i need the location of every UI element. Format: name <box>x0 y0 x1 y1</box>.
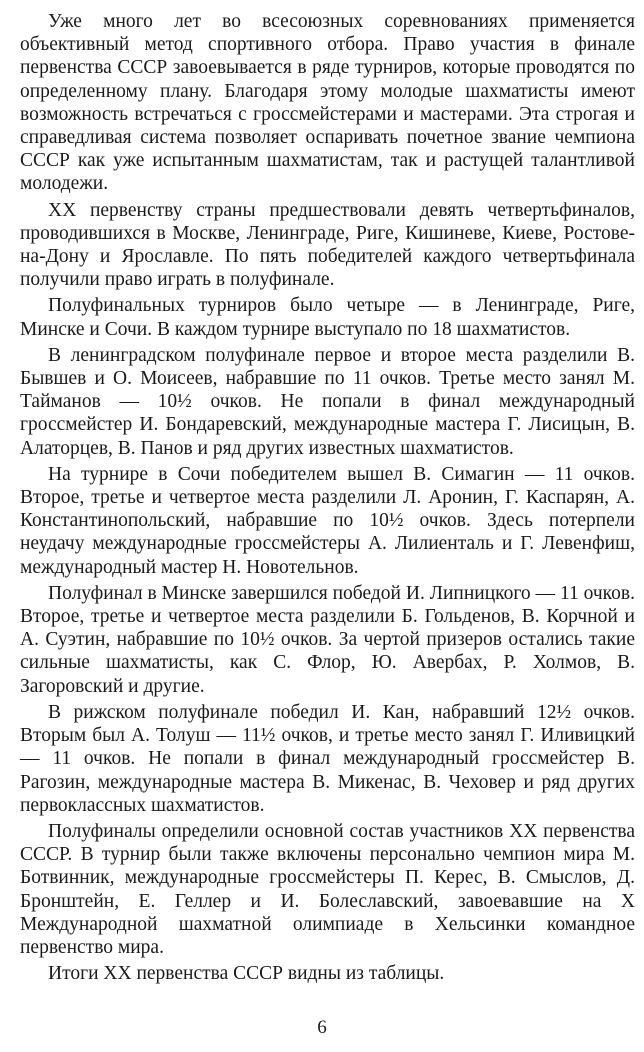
document-body <box>20 10 635 985</box>
page-number: 6 <box>317 1017 327 1038</box>
paragraph-1: Уже много лет во всесоюзных соревнованиях применяется объективный метод спортивного отбора. Право участия в финале первенства СССР завоевывается в ряде турниров, которые проводятся по определенному плану. Благодаря этому молодые шахматисты имеют возможность встречаться с гроссмейстерами и мастерами. Эта строгая и справедливая система позволяет оспаривать почетное звание чемпиона СССР как уже испытанным шахматистам, так и растущей талантливой молодежи. <box>20 11 635 195</box>
paragraph-4: В ленинградском полуфинале первое и второе места разделили В. Бывшев и О. Моисеев, набравшие по 11 очков. Третье место занял М. Тайманов — 10½ очков. Не попали в финал международный гроссмейстер И. Бондаревский, международные мастера Г. Лисицын, В. Алаторцев, В. Панов и ряд других известных шахматистов. <box>20 344 635 459</box>
paragraph-6: Полуфинал в Минске завершился победой И. Липницкого — 11 очков. Второе, третье и четвертое места разделили Б. Гольденов, В. Корчной и А. Суэтин, набравшие по 10½ очков. За чертой призеров остались такие сильные шахматисты, как С. Флор, Ю. Авербах, Р. Холмов, В. Загоровский и другие. <box>20 582 635 697</box>
paragraph-2: XX первенству страны предшествовали девять четвертьфиналов, проводившихся в Москве, Ленинграде, Риге, Кишиневе, Киеве, Ростове-на-Дону и Ярославле. По пять победителей каждого четвертьфинала получили право играть в полуфинале. <box>20 199 635 291</box>
paragraph-5: На турнире в Сочи победителем вышел В. Симагин — 11 очков. Второе, третье и четвертое места разделили Л. Аронин, Г. Каспарян, А. Константинопольский, набравшие по 10½ очков. Здесь потерпели неудачу международные гроссмейстеры А. Лилиенталь и Г. Левенфиш, международный мастер Н. Новотельнов. <box>20 463 635 578</box>
paragraph-9: Итоги XX первенства СССР видны из таблицы. <box>48 963 445 985</box>
paragraph-3: Полуфинальных турниров было четыре — в Ленинграде, Риге, Минске и Сочи. В каждом турнире выступало по 18 шахматистов. <box>20 295 635 340</box>
paragraph-8: Полуфиналы определили основной состав участников XX первенства СССР. В турнир были также включены персонально чемпион мира М. Ботвинник, международные гроссмейстеры П. Керес, В. Смыслов, Д. Бронштейн, Е. Геллер и И. Болеславский, завоевавшие на X Международной шахматной олимпиаде в Хельсинки командное первенство мира. <box>20 820 635 958</box>
paragraph-7: В рижском полуфинале победил И. Кан, набравший 12½ очков. Вторым был А. Толуш — 11½ очков, и третье место занял Г. Иливицкий — 11 очков. Не попали в финал международный гроссмейстер В. Рагозин, международные мастера В. Микенас, В. Чеховер и ряд других первоклассных шахматистов. <box>20 701 635 816</box>
